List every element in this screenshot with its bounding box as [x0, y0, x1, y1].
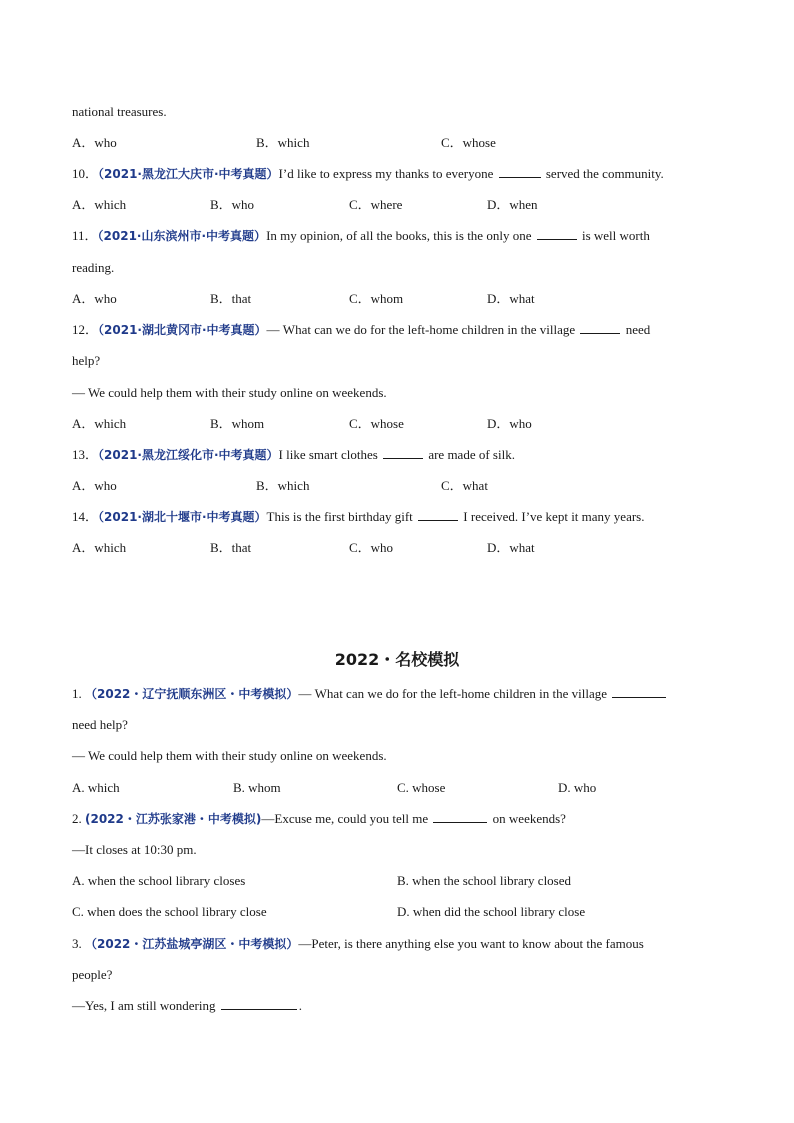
question-number: 1. [72, 686, 82, 701]
question-number: 3. [72, 936, 82, 951]
option-b: B. when the school library closed [397, 873, 572, 888]
option-d: D．what [487, 291, 535, 306]
option-b: B. whom [233, 780, 281, 795]
question-12-continuation: help? [72, 353, 101, 368]
question-number: 14． [72, 509, 99, 524]
reply-text: —Yes, I am still wondering [72, 998, 216, 1013]
answer-blank [580, 321, 620, 334]
option-b: B．which [256, 478, 310, 493]
question-source: （2021·山东滨州市·中考真题） [97, 229, 267, 243]
option-d: D. who [558, 780, 597, 795]
option-c: C．where [349, 197, 403, 212]
question-text: In my opinion, of all the books, this is the only one [266, 228, 532, 243]
option-c: C．who [349, 540, 394, 555]
option-a: A．which [72, 540, 127, 555]
question-11-continuation: reading. [72, 260, 115, 275]
question-source: （2022・辽宁抚顺东洲区・中考模拟） [85, 687, 299, 701]
option-b: B．which [256, 135, 310, 150]
mock-question-2 [72, 810, 566, 828]
answer-blank [418, 508, 458, 521]
question-12 [72, 321, 650, 339]
question-11 [72, 227, 650, 245]
answer-blank [383, 446, 423, 459]
option-c: C．whom [349, 291, 404, 306]
question-text-end: served the community. [545, 166, 664, 181]
question-source: （2021·黑龙江大庆市·中考真题） [98, 167, 279, 181]
question-source: （2022・江苏盐城亭湖区・中考模拟） [85, 937, 299, 951]
option-a: A. when the school library closes [72, 873, 246, 888]
question-10 [72, 165, 664, 183]
option-a: A．which [72, 197, 127, 212]
mock-question-2-reply: —It closes at 10:30 pm. [72, 842, 197, 857]
mock-question-1-continuation: need help? [72, 717, 128, 732]
mock-question-3-reply [72, 997, 302, 1015]
question-9-continuation: national treasures. [72, 104, 167, 119]
option-a: A．who [72, 478, 117, 493]
option-c: C．whose [349, 416, 404, 431]
option-b: B．that [210, 291, 252, 306]
mock-question-1-reply: — We could help them with their study online on weekends. [72, 748, 387, 763]
question-source: (2022・江苏张家港・中考模拟) [85, 812, 262, 826]
option-a: A. which [72, 780, 120, 795]
question-text: — What can we do for the left-home children in the village [266, 322, 576, 337]
reply-end: . [298, 998, 302, 1013]
question-number: 10． [72, 166, 99, 181]
answer-blank [612, 685, 666, 698]
answer-blank [499, 165, 541, 178]
question-text-end: I received. I’ve kept it many years. [463, 509, 645, 524]
option-b: B．whom [210, 416, 265, 431]
answer-blank [537, 227, 577, 240]
question-text: —Excuse me, could you tell me [261, 811, 429, 826]
question-text-end: is well worth [581, 228, 650, 243]
question-source: （2021·黑龙江绥化市·中考真题） [98, 448, 279, 462]
mock-question-1 [72, 685, 668, 703]
option-c: C. whose [397, 780, 446, 795]
answer-blank [433, 810, 487, 823]
option-d: D．who [487, 416, 532, 431]
option-b: B．that [210, 540, 252, 555]
option-c: C. when does the school library close [72, 904, 267, 919]
question-12-reply: — We could help them with their study online on weekends. [72, 385, 387, 400]
option-b: B．who [210, 197, 255, 212]
question-source: （2021·湖北黄冈市·中考真题） [98, 323, 267, 337]
question-source: （2021·湖北十堰市·中考真题） [98, 510, 267, 524]
question-text: I like smart clothes [278, 447, 378, 462]
option-a: A．who [72, 135, 117, 150]
option-a: A．which [72, 416, 127, 431]
question-13 [72, 446, 515, 464]
option-d: D．when [487, 197, 538, 212]
question-text: I’d like to express my thanks to everyone [278, 166, 494, 181]
question-text-end: on weekends? [492, 811, 566, 826]
mock-question-3-continuation: people? [72, 967, 113, 982]
question-number: 12． [72, 322, 99, 337]
option-a: A．who [72, 291, 117, 306]
option-c: C．whose [441, 135, 496, 150]
section-heading: 2022・名校模拟 [334, 650, 460, 669]
question-text: —Peter, is there anything else you want to know about the famous [298, 936, 644, 951]
option-d: D．what [487, 540, 535, 555]
question-text-end: are made of silk. [428, 447, 515, 462]
question-text: This is the first birthday gift [266, 509, 413, 524]
question-text-end: need [625, 322, 651, 337]
option-d: D. when did the school library close [397, 904, 586, 919]
question-number: 13． [72, 447, 99, 462]
mock-question-3 [72, 935, 644, 953]
question-14 [72, 508, 644, 526]
question-number: 11． [72, 228, 98, 243]
question-text: — What can we do for the left-home children in the village [298, 686, 608, 701]
question-number: 2. [72, 811, 82, 826]
option-c: C．what [441, 478, 488, 493]
answer-blank [221, 997, 297, 1010]
